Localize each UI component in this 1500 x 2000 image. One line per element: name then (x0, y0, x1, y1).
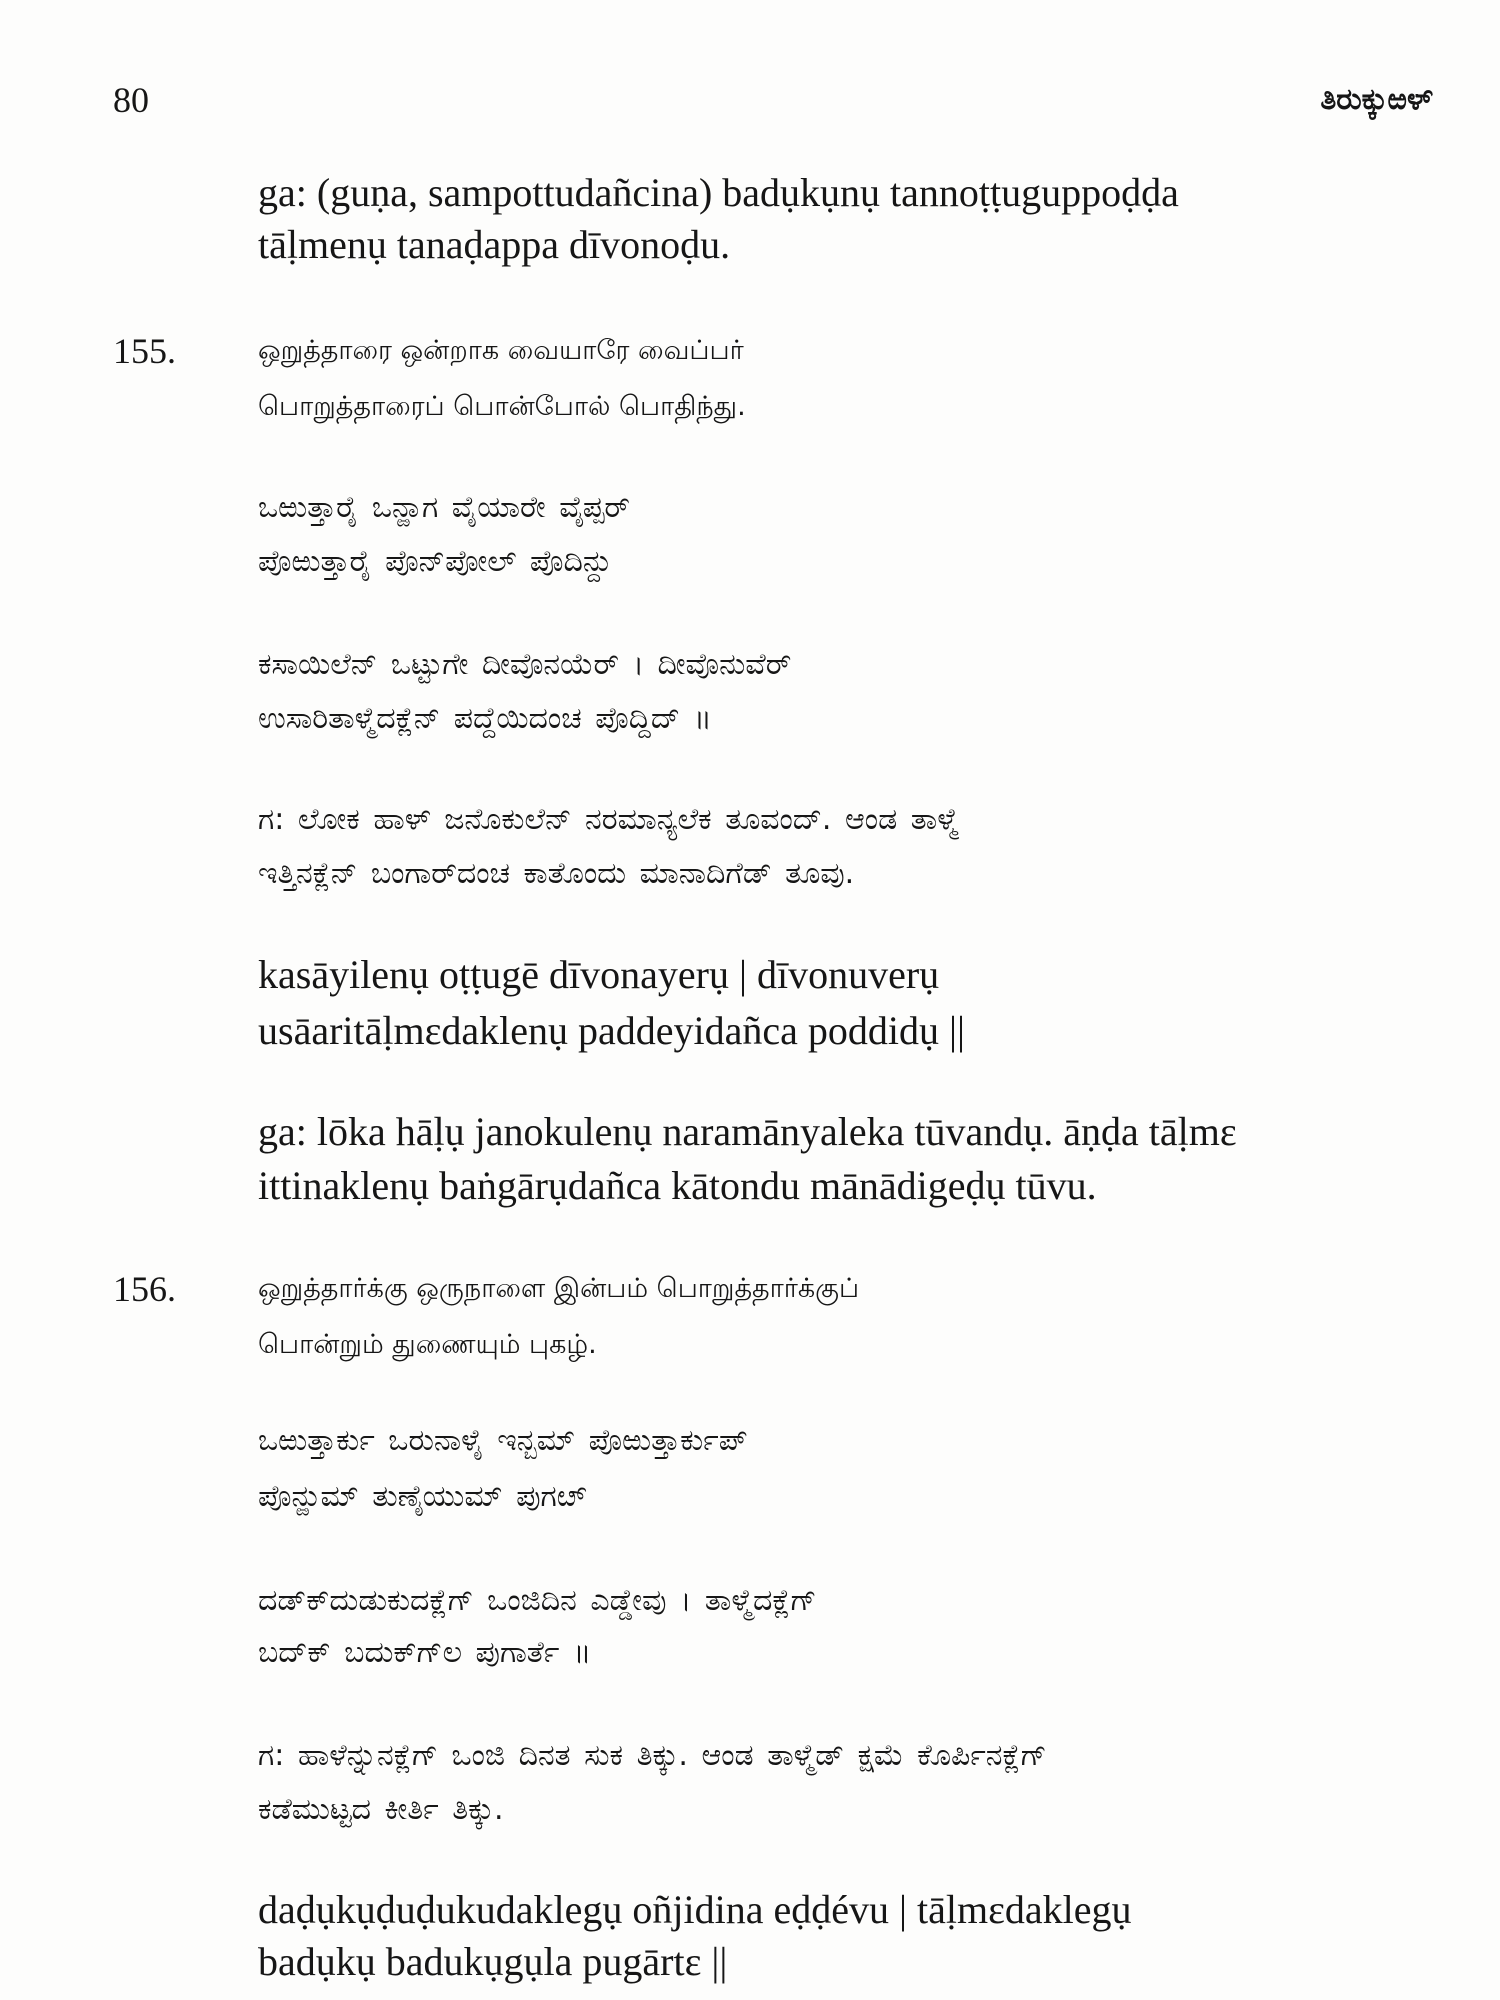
verse-156-tulu-romanized (258, 1884, 1132, 1988)
verse-155-kannada-transliteration (258, 481, 630, 589)
verse-156-tulu (258, 1575, 817, 1679)
romanized-line: daḍụkụḍuḍukudaklegụ oñjidina eḍḍévu | tāḷmɛdaklegụ (258, 1887, 1132, 1932)
romanized-gloss-line: ittinaklenụ baṅgārụdañca kātondu mānādigeḍụ tūvu. (258, 1163, 1097, 1208)
tulu-line: ದಡ್‌ಕ್‌ದುಡುಕುದಕ್ಲೆಗ್ ಒಂಜಿದಿನ ಎಡ್ಡೇವು । ತಾಳ್ಮೆದಕ್ಲೆಗ್ (258, 1583, 817, 1618)
tamil-line: ஒறுத்தார்க்கு ஒருநாளை இன்பம் பொறுத்தார்க்குப் (258, 1273, 860, 1304)
kannada-line: ಪೊನ್ಱುಮ್ ತುಣೈಯುಮ್ ಪುಗೞ್ (258, 1479, 587, 1514)
romanized-line: usāaritāḷmɛdaklenụ paddeyidañca poddidụ || (258, 1008, 966, 1053)
tulu-gloss-line: ಕಡೆಮುಟ್ಟದ ಕೀರ್ತಿ ತಿಕ್ಕು. (258, 1792, 504, 1827)
tulu-gloss-line: ಗ: ಲೋಕ ಹಾಳ್ ಜನೊಕುಲೆನ್ ನರಮಾನ್ಯಲೆಕ ತೂವಂದ್. ಆಂಡ ತಾಳ್ಮೆ (258, 802, 959, 837)
verse-155-tulu-gloss (258, 793, 959, 901)
text-line: ga: (guṇa, sampottudañcina) badụkụnụ tannoṭṭuguppoḍḍa (258, 170, 1179, 215)
romanized-line: kasāyilenụ oṭṭugē dīvonayerụ | dīvonuverụ (258, 952, 940, 997)
verse-155-gloss-romanized (258, 1105, 1237, 1213)
tulu-gloss-line: ಇತ್ತಿನಕ್ಲೆನ್ ಬಂಗಾರ್‌ದಂಚ ಕಾತೊಂದು ಮಾನಾದಿಗೆಡ್ ತೂವು. (258, 856, 855, 891)
romanized-line: badụkụ badukụgụla pugārtɛ || (258, 1939, 728, 1984)
tulu-line: ಉಸಾರಿತಾಳ್ಮೆದಕ್ಲೆನ್ ಪದ್ದೆಯಿದಂಚ ಪೊದ್ದಿದ್ ॥ (258, 701, 712, 736)
tamil-line: பொன்றும் துணையும் புகழ். (258, 1329, 597, 1360)
tamil-line: ஒறுத்தாரை ஒன்றாக வையாரே வைப்பர் (258, 335, 744, 366)
verse-number-155: 155. (113, 331, 176, 371)
kannada-line: ಒಱುತ್ತಾರ್ಕು ಒರುನಾಳೈ ಇನ್ಬಮ್ ಪೊಱುತ್ತಾರ್ಕುಪ್ (258, 1423, 748, 1458)
text-line: tāḷmenụ tanaḍappa dīvonoḍu. (258, 222, 731, 267)
romanized-gloss-line: ga: lōka hāḷụ janokulenụ naramānyaleka tūvandụ. āṇḍa tāḷmɛ (258, 1109, 1237, 1154)
intro-gloss-romanized (258, 167, 1179, 271)
kannada-line: ಒಱುತ್ತಾರೈ ಒನ್ಱಾಗ ವೈಯಾರೇ ವೈಪ್ಪರ್ (258, 490, 630, 525)
page-number: 80 (113, 80, 149, 120)
tulu-gloss-line: ಗ: ಹಾಳೆನ್ನುನಕ್ಲೆಗ್ ಒಂಜಿ ದಿನತ ಸುಕ ತಿಕ್ಕು. ಆಂಡ ತಾಳ್ಮೆಡ್ ಕ್ಷಮೆ ಕೊರ್ಪಿನಕ್ಲೆಗ್ (258, 1738, 1047, 1773)
verse-156-tamil (258, 1261, 859, 1373)
verse-156-kannada-transliteration (258, 1413, 748, 1525)
kannada-line: ಪೊಱುತ್ತಾರೈ ಪೊನ್‌ಪೋಲ್ ಪೊದಿನ್ದು (258, 544, 612, 579)
tulu-line: ಬದ್‌ಕ್ ಬದುಕ್‌ಗ್‌ಲ ಪುಗಾರ್ತೆ ॥ (258, 1635, 592, 1670)
tulu-line: ಕಸಾಯಿಲೆನ್ ಒಟ್ಟುಗೇ ದೀವೊನಯೆರ್ । ದೀವೊನುವೆರ್ (258, 647, 792, 682)
verse-155-tulu-romanized (258, 947, 965, 1059)
verse-155-tamil (258, 323, 746, 435)
verse-155-tulu (258, 638, 791, 746)
verse-156-tulu-gloss (258, 1729, 1047, 1837)
verse-number-156: 156. (113, 1269, 176, 1309)
tamil-line: பொறுத்தாரைப் பொன்போல் பொதிந்து. (258, 391, 746, 422)
running-head: ತಿರುಕ್ಕುಱಳ್ (1320, 82, 1433, 117)
